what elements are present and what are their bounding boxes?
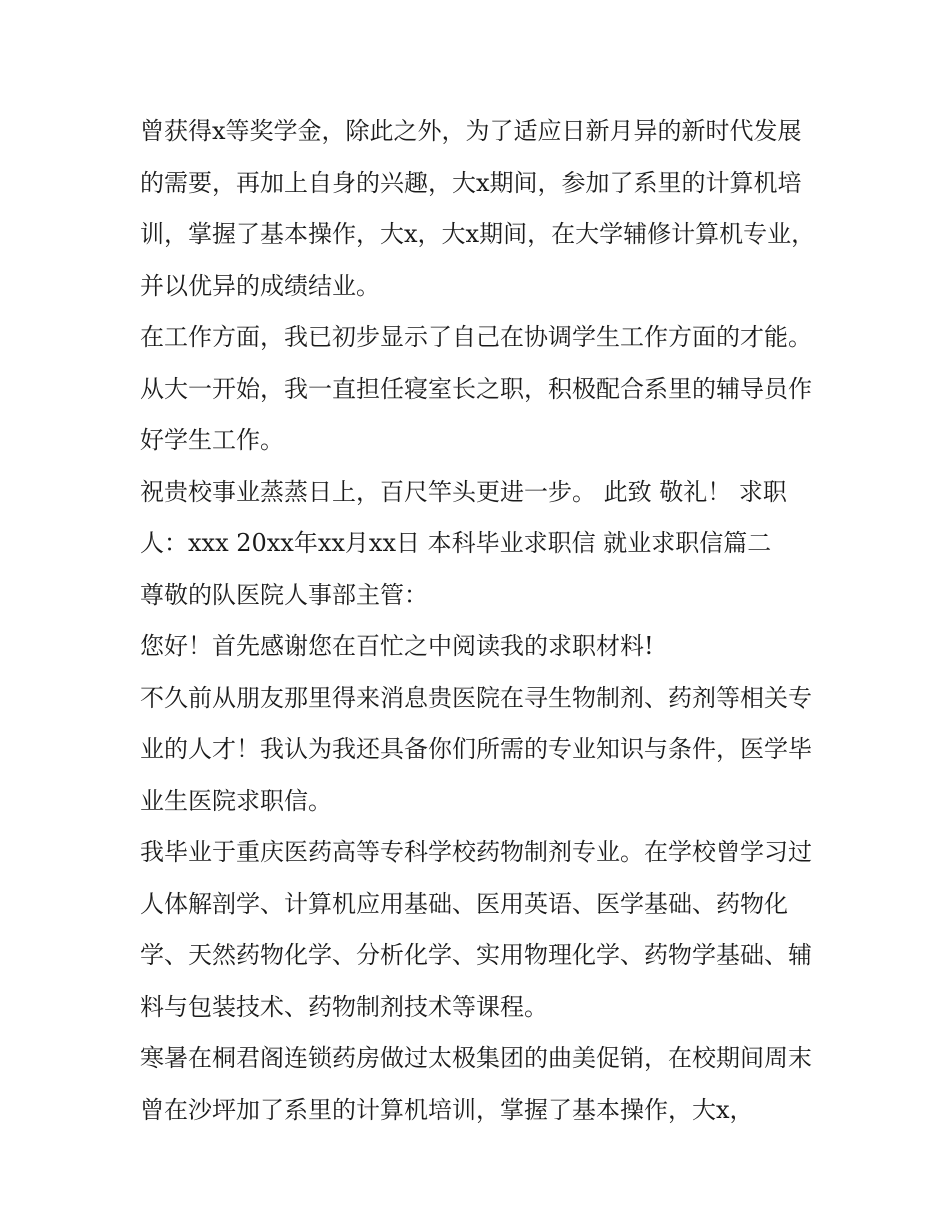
paragraph-scholarship: 曾获得x等奖学金，除此之外，为了适应日新月异的新时代发展的需要，再加上自身的兴趣，大x期间，参加了系里的计算机培训，掌握了基本操作，大x，大x期间，在大学辅修计算机专业，并以优异的成绩结业。 <box>140 117 816 300</box>
paragraph-internship: 寒暑在桐君阁连锁药房做过太极集团的曲美促销，在校期间周末曾在沙坪加了系里的计算机培训，掌握了基本操作，大x， <box>140 1044 812 1124</box>
paragraph-work-experience: 在工作方面，我已初步显示了自己在协调学生工作方面的才能。从大一开始，我一直担任寝室长之职，积极配合系里的辅导员作好学生工作。 <box>140 323 812 454</box>
document-body <box>140 106 820 1136</box>
paragraph-intro: 不久前从朋友那里得来消息贵医院在寻生物制剂、药剂等相关专业的人才！我认为我还具备你们所需的专业知识与条件，医学毕业生医院求职信。 <box>140 683 812 815</box>
paragraph-salutation: 尊敬的队医院人事部主管： <box>140 580 428 609</box>
paragraph-education: 我毕业于重庆医药高等专科学校药物制剂专业。在学校曾学习过人体解剖学、计算机应用基础、医用英语、医学基础、药物化学、天然药物化学、分析化学、实用物理化学、药物学基础、辅料与包装技术、药物制剂技术等课程。 <box>140 838 812 1021</box>
paragraph-closing-signature: 祝贵校事业蒸蒸日上，百尺竿头更进一步。 此致 敬礼！ 求职人：xxx 20xx年xx月xx日 本科毕业求职信 就业求职信篇二 <box>140 477 787 557</box>
paragraph-greeting: 您好！首先感谢您在百忙之中阅读我的求职材料! <box>140 632 654 660</box>
